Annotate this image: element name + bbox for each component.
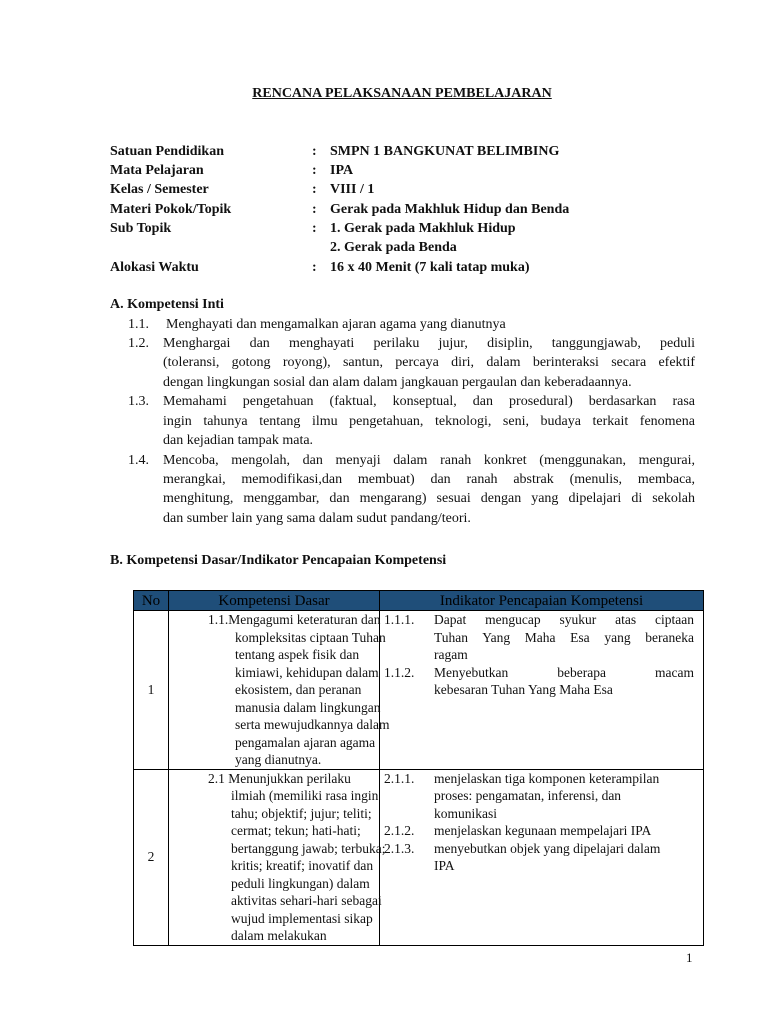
ki-number: 1.2. bbox=[128, 336, 149, 351]
kd-line: peduli lingkungan) dalam bbox=[231, 875, 370, 891]
kd-cell bbox=[169, 769, 386, 945]
kd-line: aktivitas sehari-hari sebagai bbox=[231, 893, 382, 908]
kd-line: cermat; tekun; hati-hati; bbox=[231, 823, 361, 838]
indicator-text bbox=[434, 840, 694, 875]
kd-line: pengamalan ajaran agama bbox=[235, 734, 376, 750]
indicator-line: IPA bbox=[434, 858, 455, 873]
ki-text: Memahami pengetahuan (faktual, konseptual, dan prosedural) berdasarkan rasa bbox=[163, 394, 695, 409]
ki-text: dengan lingkungan sosial dan alam dalam jangkauan pergaulan dan keberadaannya. bbox=[163, 375, 632, 390]
indicator-item bbox=[380, 664, 703, 699]
identity-colon: : bbox=[312, 163, 317, 178]
ki-text: merangkai, memodifikasi,dan membuat) dan ranah abstrak (menulis, membaca, bbox=[163, 472, 695, 487]
indicator-text bbox=[434, 664, 694, 699]
kd-line: manusia dalam lingkungan bbox=[235, 699, 381, 715]
identity-value: Gerak pada Makhluk Hidup dan Benda bbox=[330, 202, 570, 217]
kd-line: 1.1.Mengagumi keteraturan dan bbox=[208, 612, 381, 627]
identity-label: Satuan Pendidikan bbox=[110, 144, 224, 159]
ki-text: dan sumber lain yang sama dalam sudut pandang/teori. bbox=[163, 511, 471, 526]
document-title: RENCANA PELAKSANAAN PEMBELAJARAN bbox=[252, 86, 552, 101]
section-b-heading: B. Kompetensi Dasar/Indikator Pencapaian Kompetensi bbox=[110, 553, 447, 568]
table-header-row bbox=[134, 591, 704, 611]
identity-value: SMPN 1 BANGKUNAT BELIMBING bbox=[330, 144, 560, 159]
header-no: No bbox=[134, 591, 169, 611]
identity-colon: : bbox=[312, 221, 317, 236]
indicator-item bbox=[380, 611, 703, 664]
ki-text: dan kejadian tampak mata. bbox=[163, 433, 314, 448]
indicator-text bbox=[434, 822, 694, 840]
row-number: 1 bbox=[134, 611, 169, 770]
identity-label: Mata Pelajaran bbox=[110, 163, 204, 178]
identity-value: IPA bbox=[330, 163, 354, 178]
indicator-cell bbox=[380, 611, 704, 770]
ki-number: 1.1. bbox=[128, 317, 149, 332]
indicator-code: 2.1.3. bbox=[384, 840, 415, 856]
indicator-line: ragam bbox=[434, 647, 468, 662]
ki-number: 1.3. bbox=[128, 394, 149, 409]
identity-value: 1. Gerak pada Makhluk Hidup bbox=[330, 221, 516, 236]
identity-colon: : bbox=[312, 260, 317, 275]
table-row bbox=[134, 769, 704, 945]
kd-line: dalam melakukan bbox=[231, 928, 327, 943]
identity-value: 2. Gerak pada Benda bbox=[330, 240, 457, 255]
header-kompetensi-dasar: Kompetensi Dasar bbox=[169, 591, 380, 611]
indicator-code: 1.1.2. bbox=[384, 664, 415, 680]
indicator-text bbox=[434, 611, 694, 664]
ki-text: Mencoba, mengolah, dan menyaji dalam ranah konkret (menggunakan, mengurai, bbox=[163, 453, 695, 468]
indicator-line: Tuhan Yang Maha Esa yang beraneka bbox=[434, 629, 694, 645]
indicator-line: menjelaskan kegunaan mempelajari IPA bbox=[434, 823, 652, 838]
indicator-item bbox=[380, 822, 703, 840]
identity-colon: : bbox=[312, 202, 317, 217]
page-number: 1 bbox=[686, 950, 693, 965]
kd-line: kimiawi, kehidupan dalam bbox=[235, 664, 379, 680]
kd-line: ilmiah (memiliki rasa ingin bbox=[231, 788, 379, 803]
identity-value: VIII / 1 bbox=[330, 182, 375, 197]
identity-value: 16 x 40 Menit (7 kali tatap muka) bbox=[330, 260, 530, 275]
indicator-text bbox=[434, 770, 694, 823]
ki-text: menghitung, menggambar, dan mengarang) sesuai dengan yang dipelajari di sekolah bbox=[163, 491, 695, 506]
indicator-line: menyebutkan objek yang dipelajari dalam bbox=[434, 840, 661, 856]
header-indikator: Indikator Pencapaian Kompetensi bbox=[380, 591, 704, 611]
kd-cell bbox=[169, 611, 390, 770]
identity-label: Kelas / Semester bbox=[110, 182, 209, 197]
indicator-item bbox=[380, 770, 703, 823]
table-row bbox=[134, 611, 704, 770]
ki-text: Menghayati dan mengamalkan ajaran agama yang dianutnya bbox=[166, 317, 506, 332]
identity-colon: : bbox=[312, 182, 317, 197]
indicator-line: komunikasi bbox=[434, 805, 497, 821]
kompetensi-table bbox=[133, 590, 704, 946]
identity-label: Sub Topik bbox=[110, 221, 172, 236]
indicator-item bbox=[380, 840, 703, 875]
ki-text: ingin tahunya tentang ilmu pengetahuan, teknologi, seni, budaya terkait fenomena bbox=[163, 414, 695, 429]
kd-line: kritis; kreatif; inovatif dan bbox=[231, 858, 374, 873]
row-number: 2 bbox=[134, 769, 169, 945]
indicator-line: menjelaskan tiga komponen keterampilan bbox=[434, 770, 660, 786]
indicator-code: 1.1.1. bbox=[384, 612, 415, 627]
kd-line: bertanggung jawab; terbuka; bbox=[231, 840, 386, 856]
ki-text: Menghargai dan menghayati perilaku jujur, disiplin, tanggungjawab, peduli bbox=[163, 336, 695, 351]
kd-line: wujud implementasi sikap bbox=[231, 910, 373, 926]
kd-line: 2.1 Menunjukkan perilaku bbox=[208, 770, 351, 786]
indicator-code: 2.1.1. bbox=[384, 770, 415, 786]
kd-line: tentang aspek fisik dan bbox=[235, 647, 360, 662]
kd-line: ekosistem, dan peranan bbox=[235, 682, 362, 697]
identity-colon: : bbox=[312, 144, 317, 159]
indicator-code: 2.1.2. bbox=[384, 823, 415, 838]
kd-line: tahu; objektif; jujur; teliti; bbox=[231, 805, 372, 821]
kd-line: serta mewujudkannya dalam bbox=[235, 717, 390, 732]
section-a-heading: A. Kompetensi Inti bbox=[110, 297, 224, 312]
ki-number: 1.4. bbox=[128, 453, 149, 468]
identity-label: Alokasi Waktu bbox=[110, 260, 199, 275]
kd-line: yang dianutnya. bbox=[235, 752, 322, 767]
identity-label: Materi Pokok/Topik bbox=[110, 202, 232, 217]
kd-line: kompleksitas ciptaan Tuhan bbox=[235, 629, 386, 645]
indicator-line: proses: pengamatan, inferensi, dan bbox=[434, 788, 622, 803]
indicator-line: Dapat mengucap syukur atas ciptaan bbox=[434, 612, 694, 627]
indicator-cell bbox=[380, 769, 704, 945]
indicator-line: Menyebutkan beberapa macam bbox=[434, 664, 694, 680]
ki-text: (toleransi, gotong royong), santun, percaya diri, dalam berinteraksi secara efektif bbox=[163, 355, 695, 370]
indicator-line: kebesaran Tuhan Yang Maha Esa bbox=[434, 682, 613, 697]
